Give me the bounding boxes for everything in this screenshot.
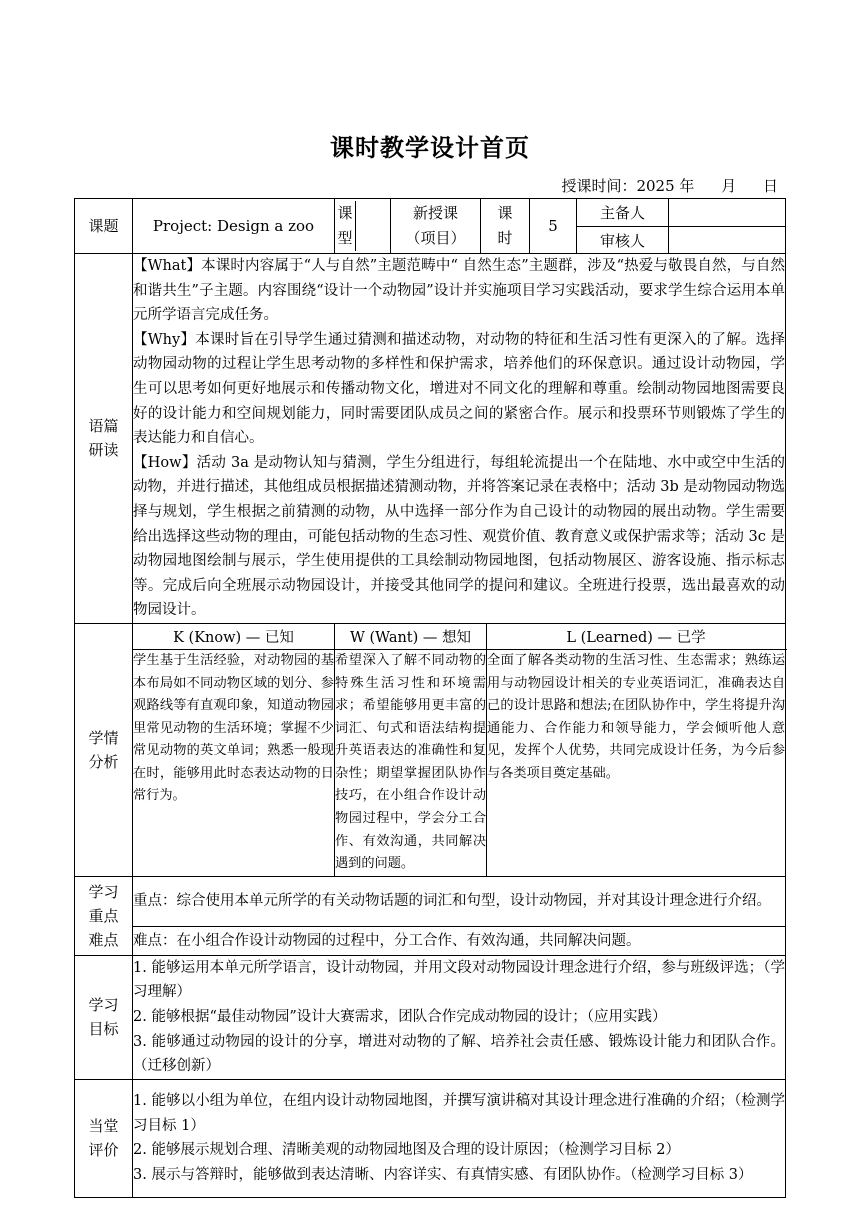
focus-row: [75, 876, 786, 926]
text-analysis-label-1: 语篇: [88, 417, 119, 436]
assessment-label-1: 当堂: [88, 1117, 119, 1136]
focus-text: 重点：综合使用本单元所学的有关动物话题的词汇和句型，设计动物园，并对其设计理念进行介绍。: [133, 876, 786, 926]
page-title: 课时教学设计首页: [330, 133, 530, 162]
lesson-date: [553, 175, 778, 196]
text-analysis-label: [75, 254, 133, 624]
hours-label: [481, 199, 530, 254]
objective-item: 1. 能够运用本单元所学语言，设计动物园，并用文段对动物园设计理念进行介绍，参与班级评选；（学习理解）: [133, 959, 786, 1001]
k-header: K (Know) — 已知: [133, 623, 335, 649]
date-day: 日: [762, 177, 778, 195]
assessment-label: [75, 1079, 133, 1197]
objective-item: 3. 能够通过动物园的设计的分享，增进对动物的了解、培养社会责任感、锻炼设计能力和团队合作。（迁移创新）: [133, 1033, 786, 1075]
k-text: 学生基于生活经验，对动物园的基本布局如不同动物区域的划分、参观路线等有直观印象，知道动物园里常见动物的生活环境；掌握不少常见动物的英文单词；熟悉一般现在时，能够用此时态表达动物的日常行为。: [133, 649, 335, 876]
topic-label: 课题: [75, 199, 133, 254]
assessment-item: 1. 能够以小组为单位，在组内设计动物园地图，并撰写演讲稿对其设计理念进行准确的介绍；（检测学习目标 1）: [133, 1093, 786, 1134]
hours-label-1: 课: [497, 204, 513, 222]
text-analysis-content: [133, 254, 786, 624]
assessment-item: 2. 能够展示规划合理、清晰美观的动物园地图及合理的设计原因；（检测学习目标 2）: [133, 1142, 681, 1159]
preparer-label: 主备人: [577, 199, 669, 227]
assessment-item: 3. 展示与答辩时，能够做到表达清晰、内容详实、有真情实感、有团队协作。（检测学习目标 3）: [133, 1166, 753, 1183]
key-points-label-3: 难点: [88, 930, 119, 949]
type-cell: [335, 199, 391, 254]
key-points-label-2: 重点: [88, 906, 119, 925]
preparer-value: [669, 199, 786, 227]
reviewer-value: [669, 227, 786, 254]
type-label-2: 型: [337, 229, 353, 247]
objectives-label-1: 学习: [88, 996, 119, 1015]
why-paragraph: 【Why】本课时旨在引导学生通过猜测和描述动物，对动物的特征和生活习性有更深入的了解。选择动物园动物的过程让学生思考动物的多样性和保护需求，培养他们的环保意识。通过设计动物园，学生可以思考如何更好地展示和传播动物文化，增进对不同文化的理解和尊重。绘制动物园地图需要良好的设计能力和空间规划能力，同时需要团队成员之间的紧密合作。展示和投票环节则锻炼了学生的表达能力和自信心。: [133, 331, 786, 447]
objectives-content: [133, 955, 786, 1079]
objective-item: 2. 能够根据“最佳动物园”设计大赛需求，团队合作完成动物园的设计；（应用实践）: [133, 1009, 667, 1026]
assessment-label-2: 评价: [88, 1141, 119, 1160]
topic-value: Project: Design a zoo: [133, 199, 335, 254]
type-label-1: 课: [337, 204, 353, 222]
assessment-row: [75, 1079, 786, 1197]
objectives-label: [75, 955, 133, 1079]
text-analysis-row: [75, 254, 786, 624]
lesson-design-table: [74, 198, 786, 1198]
l-text: 全面了解各类动物的生活习性、生态需求；熟练运用与动物园设计相关的专业英语词汇，准确表达自己的设计思路和想法;在团队协作中，学生将提升沟通能力、合作能力和领导能力，学会倾听他人意见，发挥个人优势，共同完成设计任务，为今后参与各类项目奠定基础。: [487, 649, 786, 876]
kwl-header-row: [75, 623, 786, 649]
w-text: 希望深入了解不同动物的特殊生活习性和环境需求；希望能够用更丰富的词汇、句式和语法结构提升英语表达的准确性和复杂性；期望掌握团队协作技巧，在小组合作设计动物园过程中，学会分工合作、有效沟通，共同解决遇到的问题。: [335, 649, 487, 876]
reviewer-label: 审核人: [577, 227, 669, 254]
kwl-content-row: [75, 649, 786, 876]
hours-label-2: 时: [497, 229, 513, 247]
hours-value: 5: [530, 199, 577, 254]
type-label: [335, 201, 356, 251]
date-label: 授课时间：2025 年: [561, 177, 695, 195]
header-row: [75, 199, 786, 227]
type-value: [391, 199, 481, 254]
l-header: L (Learned) — 已学: [487, 623, 786, 649]
objectives-row: [75, 955, 786, 1079]
date-month: 月: [721, 177, 737, 195]
key-points-label-1: 学习: [88, 882, 119, 901]
type-value-1: 新授课: [413, 204, 459, 222]
how-paragraph: 【How】活动 3a 是动物认知与猜测，学生分组进行，每组轮流提出一个在陆地、水中或空中生活的动物，并进行描述，其他组成员根据描述猜测动物，并将答案记录在表格中；活动 3b 是动物园动物选择与规划，学生根据之前猜测的动物，从中选择一部分作为自己设计的动物园的展出动物。学生需要给出选择这些动物的理由，可能包括动物的生态习性、观赏价值、教育意义或保护需求等；活动 3c 是动物园地图绘制与展示，学生使用提供的工具绘制动物园地图，包括动物展区、游客设施、指示标志等。完成后向全班展示动物园设计，并接受其他同学的提问和建议。全班进行投票，选出最喜欢的动物园设计。: [133, 454, 786, 619]
difficulty-row: [75, 926, 786, 955]
assessment-content: [133, 1079, 786, 1197]
learner-analysis-label: [75, 623, 133, 876]
type-value-2: （项目）: [405, 229, 466, 247]
key-points-label: [75, 876, 133, 955]
what-paragraph: 【What】本课时内容属于“人与自然”主题范畴中“ 自然生态”主题群，涉及“热爱与敬畏自然，与自然和谐共生”子主题。内容围绕“设计一个动物园”设计并实施项目学习实践活动，要求学生综合运用本单元所学语言完成任务。: [133, 258, 786, 324]
learner-analysis-label-2: 分析: [88, 752, 119, 771]
learner-analysis-label-1: 学情: [88, 728, 119, 747]
objectives-label-2: 目标: [88, 1020, 119, 1039]
text-analysis-label-2: 研读: [88, 441, 119, 460]
difficulty-text: 难点：在小组合作设计动物园的过程中，分工合作、有效沟通，共同解决问题。: [133, 926, 786, 955]
w-header: W (Want) — 想知: [335, 623, 487, 649]
